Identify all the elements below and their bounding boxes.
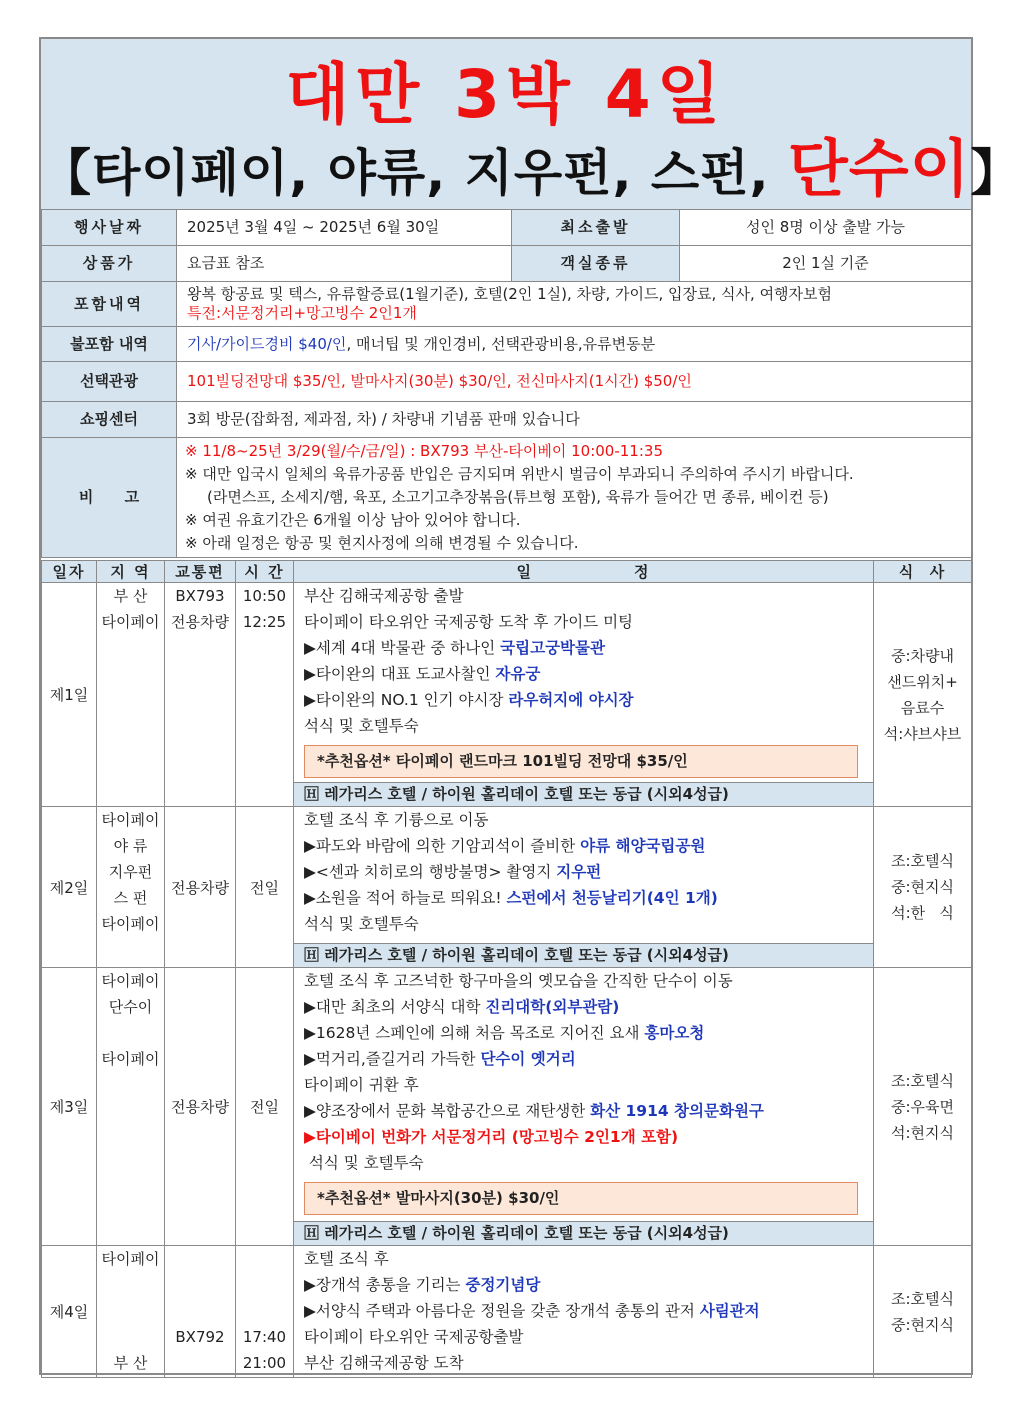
meal: 중:우육면 xyxy=(890,1097,954,1116)
itinerary-text: 부산 김해국제공항 도착 xyxy=(304,1354,464,1372)
day-transport: 전용차량 xyxy=(165,968,236,1246)
min-label: 최소출발 xyxy=(512,210,680,246)
remark-item: ※ 여권 유효기간은 6개월 이상 남아 있어야 합니다. xyxy=(185,511,521,529)
day-label: 제2일 xyxy=(42,807,97,968)
itinerary-text: 석식 및 호텔투숙 xyxy=(304,1154,424,1172)
day-locations xyxy=(97,807,165,968)
itinerary-line xyxy=(294,885,873,911)
location: 부 산 xyxy=(113,587,148,605)
itinerary-line xyxy=(294,1046,873,1072)
itinerary-text: 석식 및 호텔투숙 xyxy=(304,915,419,933)
meal: 중:현지식 xyxy=(890,878,954,896)
meal: 석:현지식 xyxy=(890,1123,954,1142)
title-banner xyxy=(41,39,1022,210)
shopping-label: 쇼핑센터 xyxy=(42,402,177,438)
itinerary-highlight: 홍마오청 xyxy=(644,1024,705,1042)
meal: 조:호텔식 xyxy=(890,1289,954,1308)
location xyxy=(97,1298,164,1324)
meal: 음료수 xyxy=(900,698,945,717)
location: 타이페이 xyxy=(101,1050,160,1068)
itinerary-text: 타이페이 귀환 후 xyxy=(304,1076,419,1094)
col-location: 지 역 xyxy=(97,561,165,583)
itinerary-text: ▶파도와 바람에 의한 기암괴석이 즐비한 xyxy=(304,837,581,855)
location xyxy=(97,1272,164,1298)
col-meal: 식 사 xyxy=(874,561,972,583)
itinerary-text: ▶대만 최초의 서양식 대학 xyxy=(304,998,486,1016)
itinerary-text: ▶서양식 주택과 아름다운 정원을 갖춘 장개석 총통의 관저 xyxy=(304,1302,700,1320)
transport: BX792 xyxy=(175,1328,225,1346)
room-value: 2인 1실 기준 xyxy=(680,246,972,282)
remarks-label: 비 고 xyxy=(42,438,177,558)
price-label: 상품가 xyxy=(42,246,177,282)
remark-item: ※ 아래 일정은 항공 및 현지사정에 의해 변경될 수 있습니다. xyxy=(185,534,579,552)
itinerary-line xyxy=(294,1246,873,1272)
day-label: 제4일 xyxy=(42,1246,97,1378)
itinerary-highlight: 화산 1914 창의문화원구 xyxy=(590,1102,764,1120)
main-title: 대만 3박 4일 xyxy=(285,56,727,133)
sub-title-prefix: 【타이페이, 야류, 지우펀, 스펀, xyxy=(41,144,788,202)
transport: BX793 xyxy=(175,587,225,605)
itinerary-text: ▶양조장에서 문화 복합공간으로 재탄생한 xyxy=(304,1102,591,1120)
meal: 석:한 식 xyxy=(891,904,954,922)
day-transport: 전용차량 xyxy=(165,807,236,968)
itinerary-line xyxy=(294,1020,873,1046)
recommended-option: *추천옵션* 발마사지(30분) $30/인 xyxy=(304,1182,858,1215)
itinerary-line xyxy=(294,609,873,635)
day-times xyxy=(236,1246,294,1378)
itinerary-line xyxy=(294,1298,873,1324)
tour-itinerary-page xyxy=(39,37,1022,1375)
time xyxy=(236,1298,293,1324)
itinerary-highlight: 중정기념당 xyxy=(465,1276,541,1294)
day-time: 전일 xyxy=(236,807,294,968)
meal: 중:차량내 xyxy=(890,646,954,665)
itinerary-highlight: 진리대학(외부관람) xyxy=(485,998,620,1016)
exclude-label: 불포함 내역 xyxy=(42,327,177,362)
transport xyxy=(165,1298,235,1324)
meal: 중:현지식 xyxy=(890,1315,954,1334)
day-meals xyxy=(874,1246,972,1378)
transport xyxy=(165,1272,235,1298)
col-transport: 교통편 xyxy=(165,561,236,583)
include-value xyxy=(177,282,972,327)
day-locations xyxy=(97,583,165,807)
itinerary-text: 호텔 조식 후 기륭으로 이동 xyxy=(304,811,489,829)
date-label: 행사날짜 xyxy=(42,210,177,246)
location: 타이페이 xyxy=(101,1250,160,1268)
itinerary-text: 부산 김해국제공항 출발 xyxy=(304,587,464,605)
itinerary-line xyxy=(294,1324,873,1350)
itinerary-text: 호텔 조식 후 xyxy=(304,1250,389,1268)
remark-item: (라면스프, 소세지/햄, 육포, 소고기고추장볶음(튜브형 포함), 육류가 들어간 면 종류, 베이컨 등) xyxy=(207,488,829,506)
time: 17:40 xyxy=(242,1328,287,1346)
itinerary-text: ▶타이완의 NO.1 인기 야시장 xyxy=(304,691,509,709)
time: 10:50 xyxy=(242,587,287,605)
day-row xyxy=(42,583,972,807)
sub-title xyxy=(41,131,1022,211)
col-time: 시 간 xyxy=(236,561,294,583)
room-label: 객실종류 xyxy=(512,246,680,282)
day-row xyxy=(42,968,972,1246)
itinerary-text: ▶먹거리,즐길거리 가득한 xyxy=(304,1050,481,1068)
day-time: 전일 xyxy=(236,968,294,1246)
itinerary-text: ▶타이완의 대표 도교사찰인 xyxy=(304,665,496,683)
itinerary-line xyxy=(294,661,873,687)
itinerary-line xyxy=(294,911,873,937)
location: 타이페이 xyxy=(101,613,160,631)
col-itinerary: 일 정 xyxy=(294,561,874,583)
time xyxy=(236,1272,293,1298)
include-label: 포함내역 xyxy=(42,282,177,327)
itinerary-highlight: 자유궁 xyxy=(495,665,541,683)
day-meals xyxy=(874,968,972,1246)
itinerary-line xyxy=(294,713,873,739)
remark-item: ※ 대만 입국시 일체의 육류가공품 반입은 금지되며 위반시 벌금이 부과되니 주의하여 주시기 바랍니다. xyxy=(185,465,854,483)
itinerary-highlight: 야류 해양국립공원 xyxy=(580,837,706,855)
itinerary-text: 타이페이 타오위안 국제공항출발 xyxy=(304,1328,524,1346)
day-locations xyxy=(97,968,165,1246)
itinerary-line xyxy=(294,833,873,859)
itinerary-line xyxy=(294,1072,873,1098)
itinerary-highlight: 스펀에서 천등날리기(4인 1개) xyxy=(506,889,718,907)
transport xyxy=(165,1246,235,1272)
price-value: 요금표 참조 xyxy=(177,246,512,282)
day-meals xyxy=(874,807,972,968)
itinerary-text: 호텔 조식 후 고즈넉한 항구마을의 옛모습을 간직한 단수이 이동 xyxy=(304,972,733,990)
location xyxy=(97,1020,164,1046)
location: 야 류 xyxy=(113,837,148,855)
itinerary-highlight: 지우펀 xyxy=(556,863,602,881)
exclude-value xyxy=(177,327,972,362)
itinerary-line xyxy=(294,1350,873,1376)
remarks-value xyxy=(177,438,972,558)
day-itinerary xyxy=(294,968,874,1246)
option-label: 선택관광 xyxy=(42,362,177,402)
itinerary-line xyxy=(294,859,873,885)
day-itinerary xyxy=(294,807,874,968)
itinerary-highlight: 단수이 옛거리 xyxy=(480,1050,576,1068)
itinerary-line xyxy=(294,1124,873,1150)
location: 타이페이 xyxy=(101,811,160,829)
time: 12:25 xyxy=(242,613,287,631)
itinerary-highlight: 국립고궁박물관 xyxy=(500,639,605,657)
transport xyxy=(165,1350,235,1376)
day-label: 제1일 xyxy=(42,583,97,807)
itinerary-line xyxy=(294,1150,873,1176)
time xyxy=(236,1246,293,1272)
itinerary-text: ▶소원을 적어 하늘로 띄워요! xyxy=(304,889,507,907)
itinerary-line xyxy=(294,1098,873,1124)
day-row xyxy=(42,1246,972,1378)
shopping-value: 3회 방문(잡화점, 제과점, 차) / 차량내 기념품 판매 있습니다 xyxy=(177,402,972,438)
itinerary-line xyxy=(294,583,873,609)
exclude-highlight: 기사/가이드경비 $40/인 xyxy=(187,334,347,353)
day-transports xyxy=(165,583,236,807)
itinerary-highlight: 사림관저 xyxy=(699,1302,760,1320)
itinerary-text: ▶장개석 총통을 기리는 xyxy=(304,1276,466,1294)
min-value: 성인 8명 이상 출발 가능 xyxy=(680,210,972,246)
day-locations xyxy=(97,1246,165,1378)
day-label: 제3일 xyxy=(42,968,97,1246)
day-itinerary xyxy=(294,1246,874,1378)
itinerary-text: ▶<센과 치히로의 행방불명> 촬영지 xyxy=(304,863,557,881)
transport: 전용차량 xyxy=(171,613,229,631)
itinerary-line xyxy=(294,994,873,1020)
location: 스 펀 xyxy=(113,889,148,907)
day-times xyxy=(236,583,294,807)
col-day: 일자 xyxy=(42,561,97,583)
info-table xyxy=(41,209,972,558)
itinerary-special: ▶타이베이 번화가 서문정거리 (망고빙수 2인1개 포함) xyxy=(304,1128,679,1146)
sub-title-highlight: 단수이 xyxy=(787,132,971,205)
include-line: 왕복 항공료 및 텍스, 유류할증료(1월기준), 호텔(2인 1실), 차량, 가이드, 입장료, 식사, 여행자보험 xyxy=(187,285,833,303)
date-value: 2025년 3월 4일 ~ 2025년 6월 30일 xyxy=(177,210,512,246)
recommended-option: *추천옵션* 타이페이 랜드마크 101빌딩 전망대 $35/인 xyxy=(304,745,858,778)
location: 단수이 xyxy=(108,998,153,1016)
meal: 조:호텔식 xyxy=(890,852,954,870)
hotel-info: 🄷 레가리스 호텔 / 하이원 홀리데이 호텔 또는 동급 (시외4성급) xyxy=(294,1221,873,1245)
day-meals xyxy=(874,583,972,807)
location: 지우펀 xyxy=(108,863,153,881)
hotel-info: 🄷 레가리스 호텔 / 하이원 홀리데이 호텔 또는 동급 (시외4성급) xyxy=(294,782,873,806)
itinerary-line xyxy=(294,635,873,661)
hotel-info: 🄷 레가리스 호텔 / 하이원 홀리데이 호텔 또는 동급 (시외4성급) xyxy=(294,943,873,967)
itinerary-line xyxy=(294,687,873,713)
itinerary-line xyxy=(294,968,873,994)
sub-title-suffix: 】 xyxy=(970,144,1022,202)
exclude-rest: , 매너팁 및 개인경비, 선택관광비용,유류변동분 xyxy=(346,334,656,353)
option-value: 101빌딩전망대 $35/인, 발마사지(30분) $30/인, 전신마사지(1시간) $50/인 xyxy=(177,362,972,402)
itinerary-text: ▶1628년 스페인에 의해 처음 목조로 지어진 요새 xyxy=(304,1024,645,1042)
itinerary-line xyxy=(294,807,873,833)
location: 부 산 xyxy=(113,1354,148,1372)
itinerary-highlight: 라우허지에 야시장 xyxy=(508,691,634,709)
meal: 조:호텔식 xyxy=(890,1071,954,1090)
itinerary-text: 타이페이 타오위안 국제공항 도착 후 가이드 미팅 xyxy=(304,613,634,631)
day-itinerary xyxy=(294,583,874,807)
itinerary-text: 석식 및 호텔투숙 xyxy=(304,717,419,735)
itinerary-text: ▶세계 4대 박물관 중 하나인 xyxy=(304,639,501,657)
include-special: 특전:서문정거리+망고빙수 2인1개 xyxy=(187,304,417,322)
day-transports xyxy=(165,1246,236,1378)
location: 타이페이 xyxy=(101,972,160,990)
location: 타이페이 xyxy=(101,915,160,933)
meal: 샌드위치+ xyxy=(887,672,958,691)
schedule-table xyxy=(41,560,972,1378)
meal: 석:샤브샤브 xyxy=(883,724,962,743)
time: 21:00 xyxy=(242,1354,287,1372)
remark-item: ※ 11/8~25년 3/29(월/수/금/일) : BX793 부산-타이베이 10:00-11:35 xyxy=(185,442,663,460)
location xyxy=(97,1324,164,1350)
day-row xyxy=(42,807,972,968)
itinerary-line xyxy=(294,1272,873,1298)
